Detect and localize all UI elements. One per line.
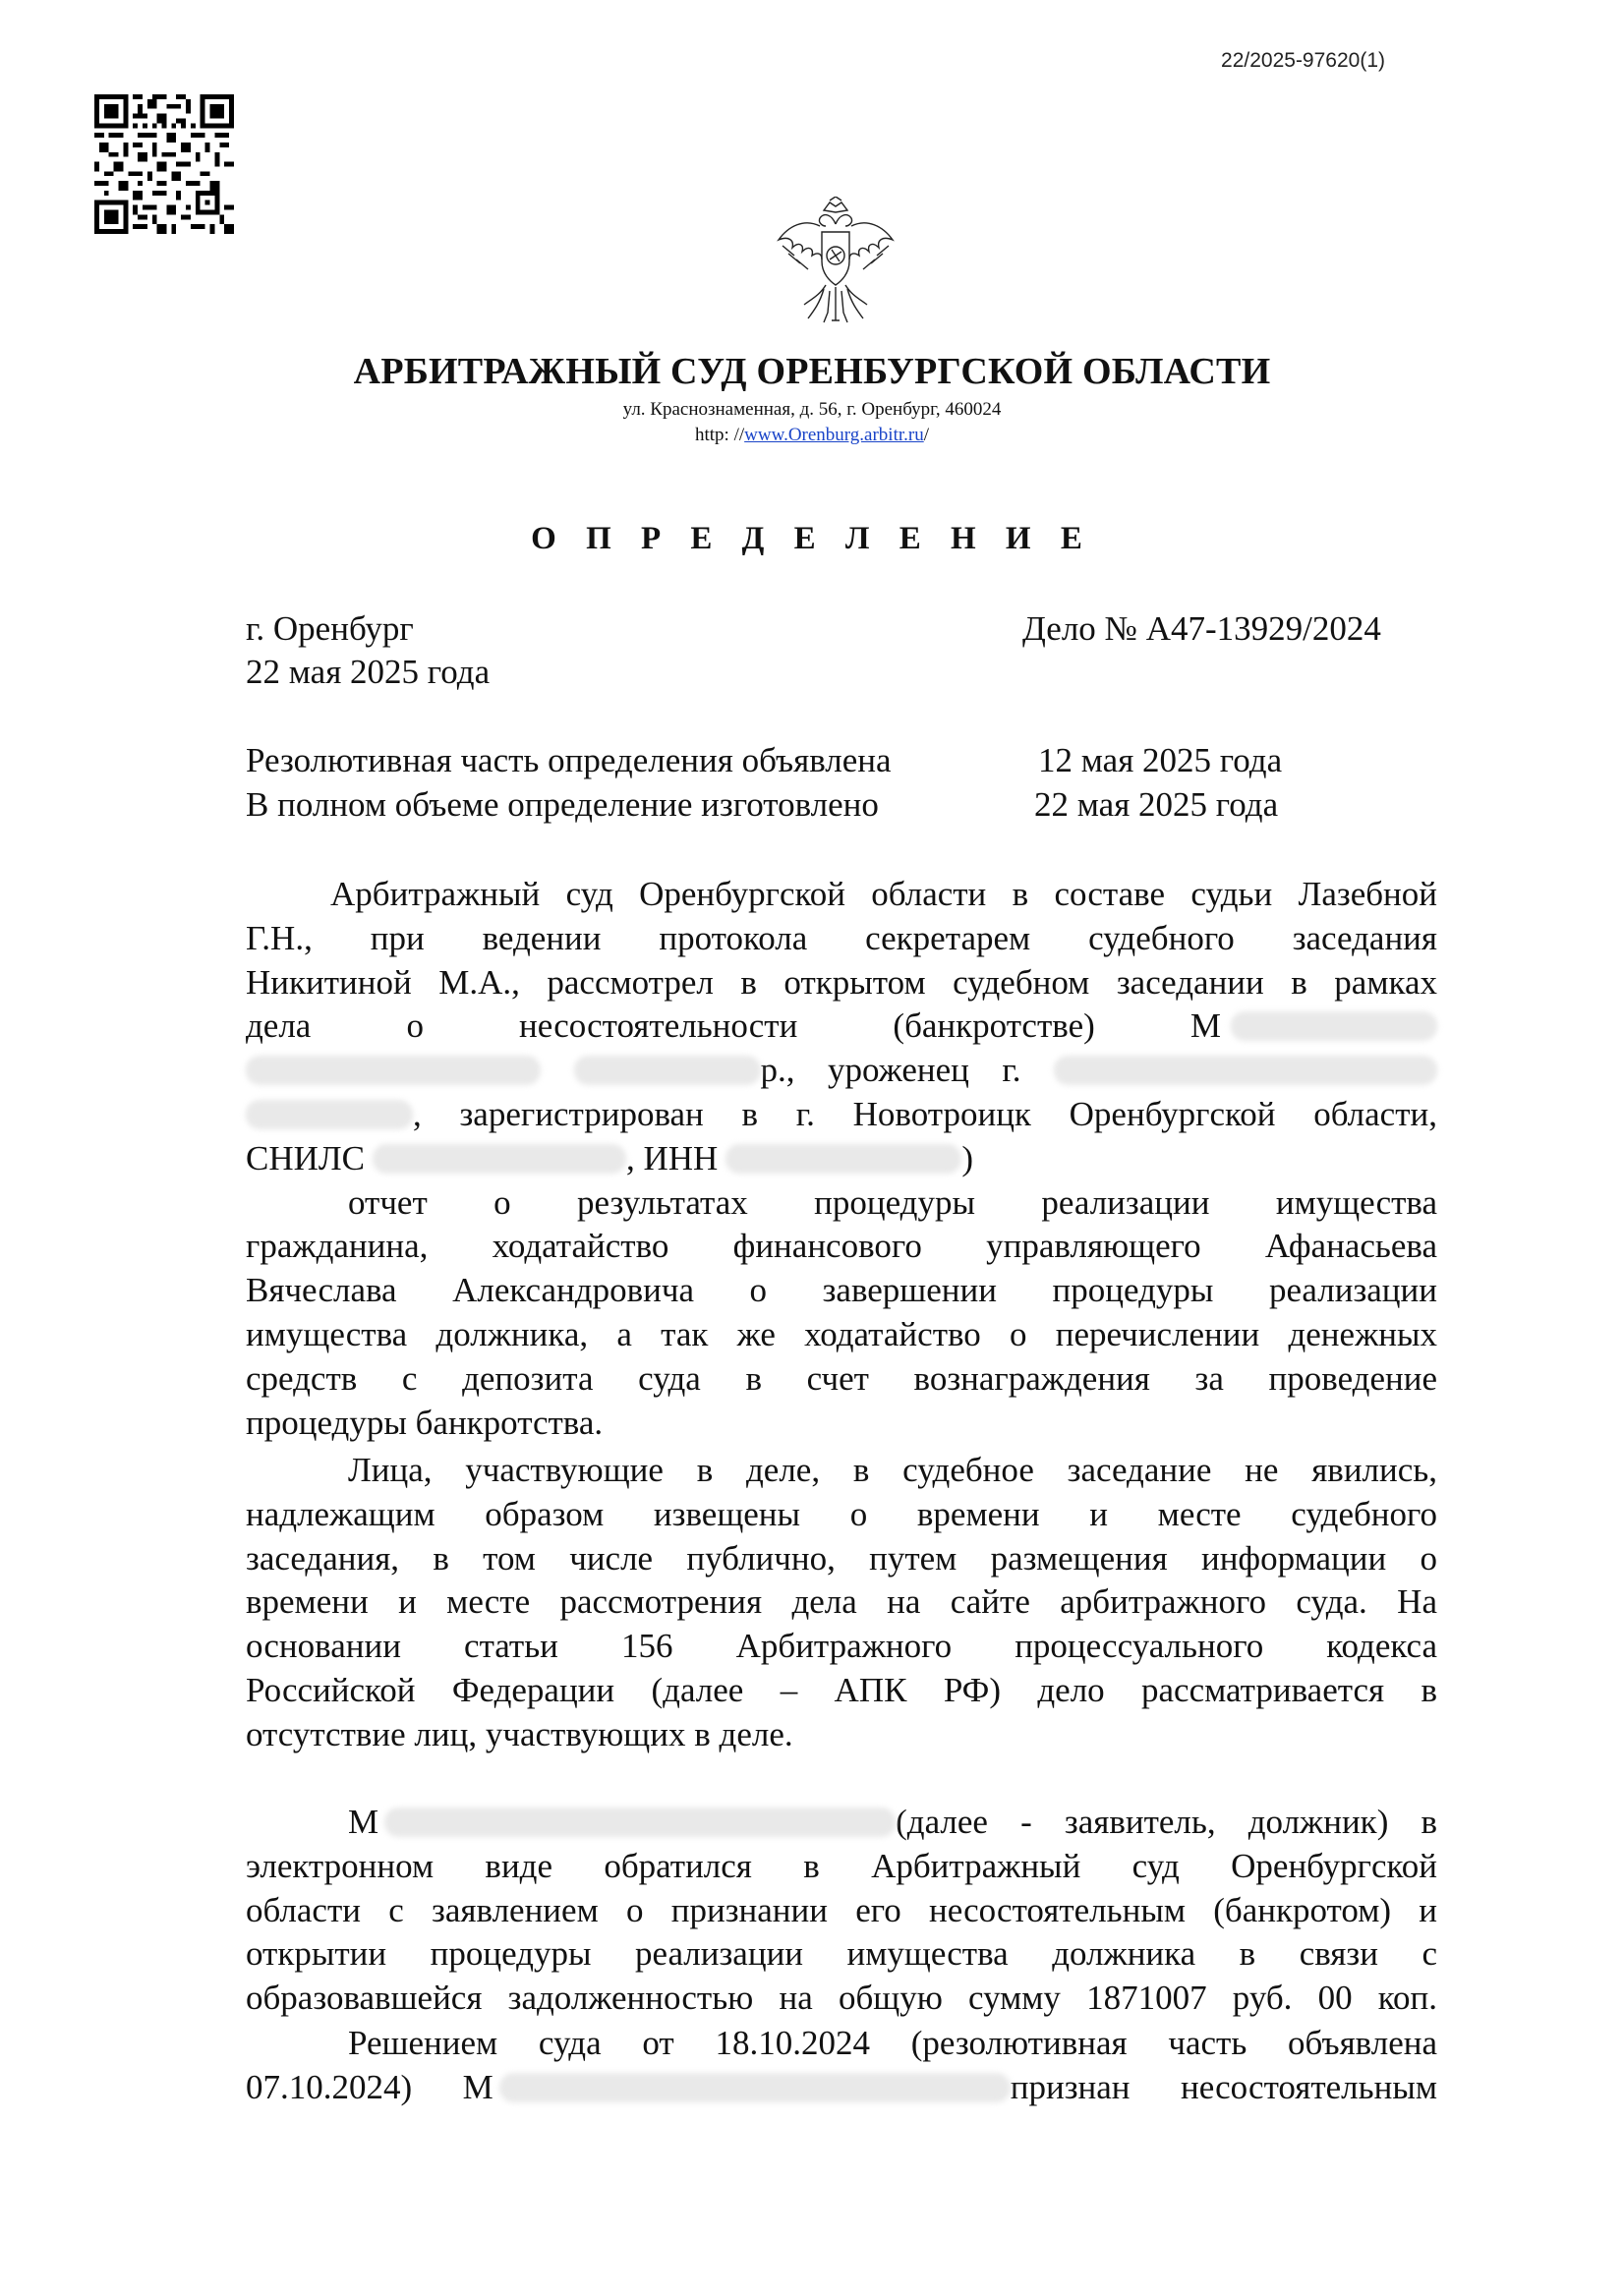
redacted-debtor-patronymic — [246, 1056, 541, 1085]
document-date: 22 мая 2025 года — [246, 653, 491, 691]
redacted-applicant-name — [384, 1808, 896, 1837]
coat-of-arms-emblem — [775, 197, 897, 326]
redacted-snils — [373, 1144, 626, 1174]
redacted-birthplace — [1054, 1056, 1437, 1085]
document-title: О П Р Е Д Е Л Е Н И Е — [531, 521, 1093, 556]
full-text-date: 22 мая 2025 года — [1034, 785, 1279, 824]
paragraph-application: М (далее - заявитель, должник) в электронном виде обратился в Арбитражный суд Оренбургской области с заявлением о признании его несостоятельным (банкротом) и открытии процедуры реализации имущества должника в связи с образовавшейся задолженностью на общую сумму 1871007 руб. 00 коп. — [246, 1803, 1437, 2018]
redacted-birth-date — [574, 1056, 761, 1085]
full-text-label: В полном объеме определение изготовлено — [246, 785, 879, 824]
court-name: АРБИТРАЖНЫЙ СУД ОРЕНБУРГСКОЙ ОБЛАСТИ — [353, 351, 1271, 392]
redacted-inn — [725, 1144, 961, 1174]
resolution-label: Резолютивная часть определения объявлена — [246, 741, 892, 779]
case-number-stamp: 22/2025-97620(1) — [1221, 49, 1385, 72]
city: г. Оренбург — [246, 609, 414, 648]
redacted-debtor-name — [1231, 1011, 1437, 1041]
paragraph-intro: Арбитражный суд Оренбургской области в составе судьи Лазебной Г.Н., при ведении протокола секретарем судебного заседания Никитиной М.А., рассмотрел в открытом судебном заседании в рамках дела о несостоятельности (банкротстве) М р., уроженец г. , зарегистрирован в г. Новотроицк Оренбургской области, СНИЛС , ИНН ) отчет о результатах процедуры реализации имущества гражданина, ходатайство финансового управляющего Афанасьева Вячеслава Александровича о завершении процедуры реализации имущества должника, а так же ходатайство о перечислении денежных средств с депозита суда в счет вознаграждения за проведение процедуры банкротства. — [246, 875, 1437, 1442]
resolution-date: 12 мая 2025 года — [1038, 741, 1283, 779]
paragraph-participants: Лица, участвующие в деле, в судебное заседание не явились, надлежащим образом извещены о времени и месте судебного заседания, в том числе публично, путем размещения информации о времени и месте рассмотрения дела на сайте арбитражного суда. На основании статьи 156 Арбитражного процессуального кодекса Российской Федерации (далее – АПК РФ) дело рассматривается в отсутствие лиц, участвующих в деле. — [246, 1451, 1437, 1753]
paragraph-decision: Решением суда от 18.10.2024 (резолютивная часть объявлена 07.10.2024) М признан несостоятельным — [246, 2024, 1437, 2106]
court-address: ул. Краснознаменная, д. 56, г. Оренбург, 460024 — [622, 399, 1002, 420]
redacted-debtor-fullname — [499, 2073, 1011, 2102]
qr-code — [94, 94, 234, 234]
court-website-link[interactable]: www.Orenburg.arbitr.ru — [744, 425, 924, 445]
case-number: Дело № А47-13929/2024 — [1022, 609, 1381, 648]
court-website: http: //www.Orenburg.arbitr.ru/ — [694, 425, 929, 445]
redacted-birthplace-cont — [246, 1100, 413, 1129]
